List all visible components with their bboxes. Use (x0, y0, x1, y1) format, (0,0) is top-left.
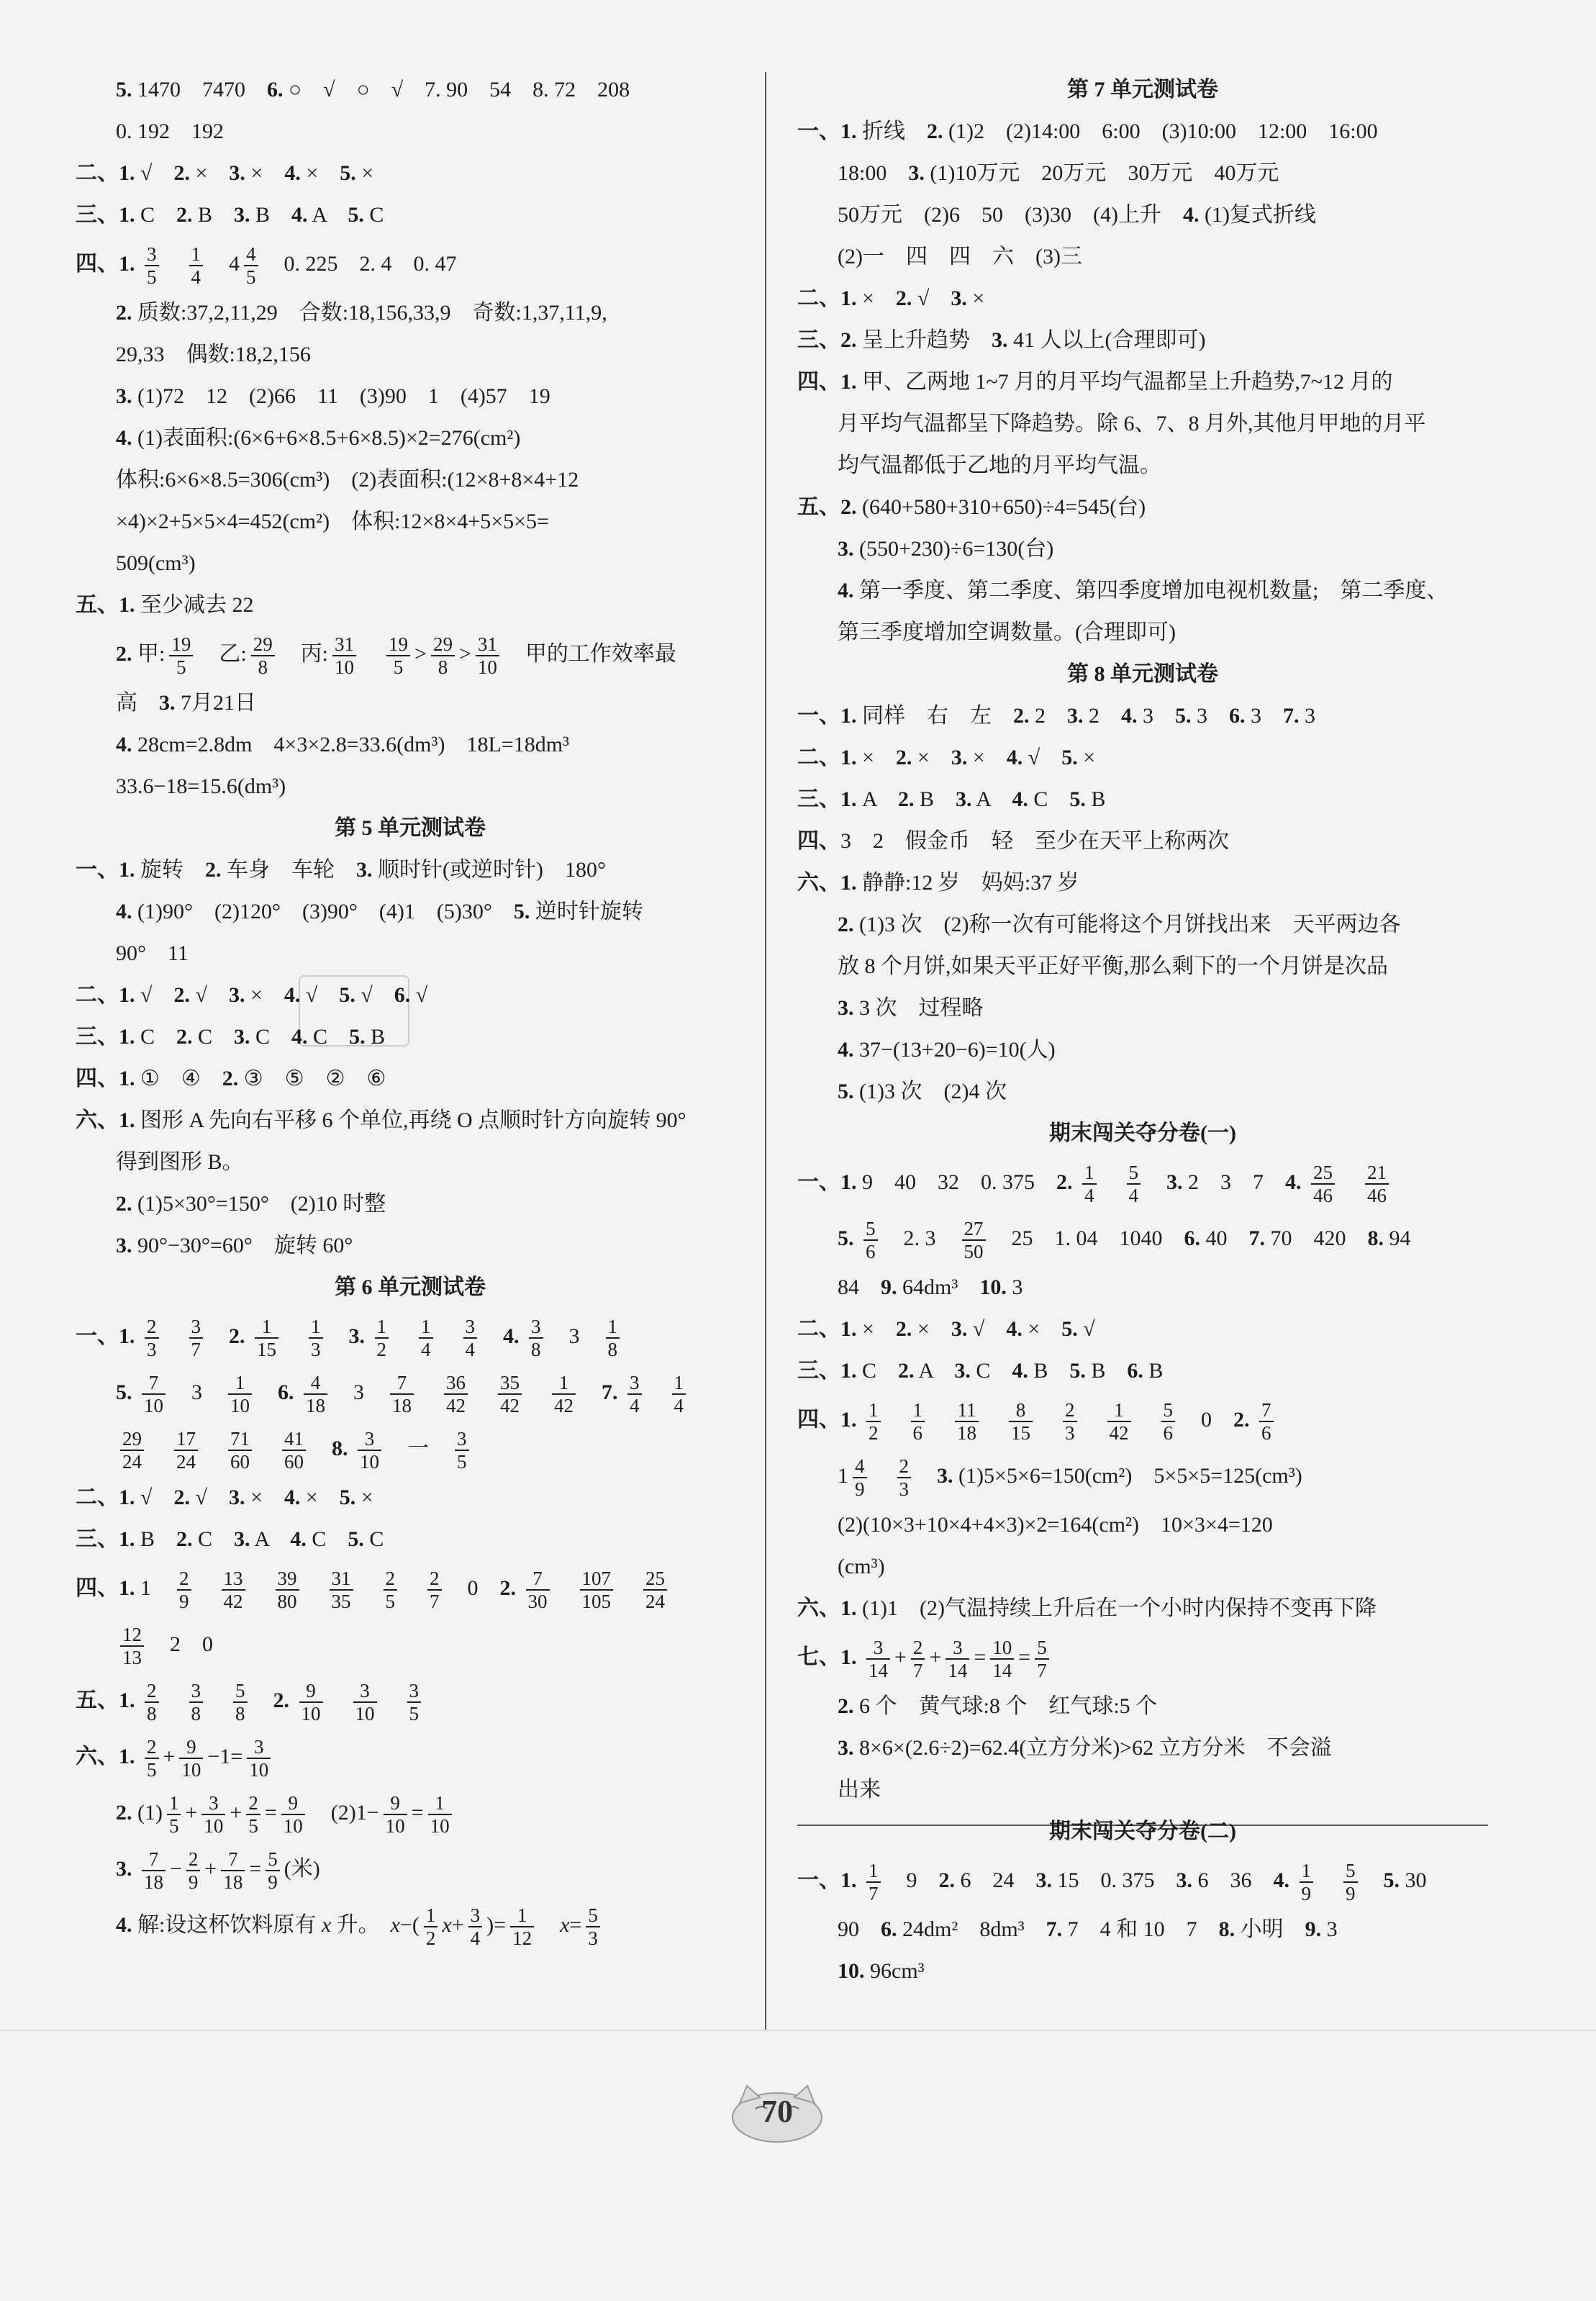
fraction: $\frac{7}{18}$ (390, 1372, 414, 1416)
fraction: $\frac{19}{5}$ (386, 633, 410, 678)
fraction: $\frac{1}{5}$ (167, 1792, 181, 1837)
fraction: $\frac{21}{46}$ (1365, 1162, 1389, 1206)
fraction: $\frac{35}{42}$ (498, 1372, 522, 1416)
answer-line: 五、1. $\frac{2}{8}$ $\frac{3}{8}$ $\frac{5}{8}$ 2. $\frac{9}{10}$ $\frac{3}{10}$ $\frac{3}{5}$ (76, 1673, 745, 1729)
answer-line: 5. 1470 7470 6. ○ √ ○ √ 7. 90 54 8. 72 208 (116, 78, 630, 101)
answer-line: 均气温都低于乙地的月平均气温。 (838, 453, 1161, 477)
fraction: $\frac{13}{42}$ (222, 1568, 245, 1612)
fraction: $\frac{41}{60}$ (282, 1428, 306, 1473)
fraction: $\frac{4}{5}$ (244, 243, 258, 288)
page-number: 70 (761, 2094, 793, 2129)
fraction: $\frac{2}{5}$ (145, 1736, 159, 1781)
answer-line: 三、1. B 2. C 3. A 4. C 5. C (76, 1527, 384, 1551)
fraction: $\frac{1}{4}$ (419, 1316, 433, 1360)
answer-line: 二、1. × 2. × 3. √ 4. × 5. √ (797, 1317, 1095, 1341)
answer-line: 四、1. $\frac{1}{2}$ $\frac{1}{6}$ $\frac{11}{18}$ $\frac{8}{15}$ $\frac{2}{3}$ $\frac{1}{42}$ $\frac{5}{6}$ 0 2. $\frac{7}{6}$ (797, 1392, 1488, 1448)
answer-line: 2. 6 个 黄气球:8 个 红气球:5 个 (838, 1694, 1158, 1718)
fraction: $\frac{107}{105}$ (580, 1568, 614, 1612)
answer-line: 84 9. 64dm³ 10. 3 (838, 1275, 1023, 1299)
fraction: $\frac{5}{6}$ (863, 1218, 878, 1262)
answer-line: 90° 11 (116, 941, 189, 965)
fraction: $\frac{31}{35}$ (330, 1568, 353, 1612)
answer-line: 3. 90°−30°=60° 旋转 60° (116, 1234, 353, 1257)
fraction: $\frac{2}{5}$ (384, 1568, 398, 1612)
fraction: $\frac{3}{10}$ (353, 1680, 377, 1724)
fraction: $\frac{3}{10}$ (201, 1792, 225, 1837)
answer-line: 一、1. 旋转 2. 车身 车轮 3. 顺时针(或逆时针) 180° (76, 858, 606, 882)
answer-line: 七、1. $\frac{3}{14}$ + $\frac{2}{7}$ + $\frac{3}{14}$ = $\frac{10}{14}$ = $\frac{5}{7}$ (797, 1629, 1488, 1686)
answer-line: 5. $\frac{5}{6}$ 2. 3 $\frac{27}{50}$ 25 1. 04 1040 6. 40 7. 70 420 8. 94 (838, 1218, 1411, 1263)
fraction: $\frac{1}{7}$ (866, 1860, 881, 1904)
fraction: $\frac{5}{8}$ (233, 1680, 248, 1724)
answer-line: $\frac{29}{24}$ $\frac{17}{24}$ $\frac{71}{60}$ $\frac{41}{60}$ 8. $\frac{3}{10}$ 一 $\frac{3}{5}$ (76, 1421, 745, 1477)
fraction: $\frac{1}{2}$ (424, 1904, 438, 1949)
fraction: $\frac{71}{60}$ (228, 1428, 252, 1473)
answer-line: 一、1. 9 40 32 0. 375 2. $\frac{1}{4}$ $\frac{5}{4}$ 3. 2 3 7 4. $\frac{25}{46}$ $\frac{21}{46}$ (797, 1154, 1488, 1211)
fraction: $\frac{3}{5}$ (145, 243, 159, 288)
answer-line: 29,33 偶数:18,2,156 (116, 343, 311, 366)
answer-line: 四、3 2 假金币 轻 至少在天平上称两次 (797, 829, 1229, 853)
fraction: $\frac{7}{10}$ (142, 1372, 166, 1416)
answer-line: 4. 第一季度、第二季度、第四季度增加电视机数量; 第二季度、 (838, 579, 1448, 602)
section-heading: 第 6 单元测试卷 (335, 1275, 486, 1299)
fraction: $\frac{1}{2}$ (375, 1316, 389, 1360)
right-column (797, 69, 1488, 1992)
fraction: $\frac{25}{46}$ (1311, 1162, 1335, 1206)
answer-line: 5. $\frac{7}{10}$ 3 $\frac{1}{10}$ 6. $\frac{4}{18}$ 3 $\frac{7}{18}$ $\frac{36}{42}$ $\frac{35}{42}$ $\frac{1}{42}$ 7. $\frac{3}{4}$ $\frac{1}{4}$ (76, 1365, 745, 1421)
answer-line: 六、1. (1)1 (2)气温持续上升后在一个小时内保持不变再下降 (797, 1596, 1377, 1620)
answer-line: 二、1. × 2. × 3. × 4. √ 5. × (797, 746, 1096, 769)
answer-line: 一、1. 折线 2. (1)2 (2)14:00 6:00 (3)10:00 12:00 16:00 (797, 119, 1378, 143)
answer-line: 1 $\frac{4}{9}$ $\frac{2}{3}$ 3. (1)5×5×6=150(cm²) 5×5×5=125(cm³) (838, 1455, 1302, 1501)
page-footer (727, 2080, 828, 2145)
section-heading: 期末闯关夺分卷(一) (1049, 1121, 1236, 1145)
fraction: $\frac{29}{8}$ (431, 633, 455, 678)
fraction: $\frac{2}{3}$ (897, 1455, 912, 1500)
fraction: $\frac{4}{18}$ (304, 1372, 327, 1416)
fraction: $\frac{1}{4}$ (1082, 1162, 1097, 1206)
fraction: $\frac{1}{3}$ (309, 1316, 323, 1360)
answer-line: 18:00 3. (1)10万元 20万元 30万元 40万元 (838, 161, 1279, 185)
fraction: $\frac{5}{9}$ (266, 1848, 280, 1893)
answer-line: 3. $\frac{7}{18}$ − $\frac{2}{9}$ + $\frac{7}{18}$ = $\frac{5}{9}$ (米) (116, 1848, 320, 1894)
fraction: $\frac{31}{10}$ (476, 633, 499, 678)
fraction: $\frac{1}{8}$ (606, 1316, 620, 1360)
fraction: $\frac{12}{13}$ (120, 1624, 144, 1668)
answer-line: 四、1. 1 $\frac{2}{9}$ $\frac{13}{42}$ $\frac{39}{80}$ $\frac{31}{35}$ $\frac{2}{5}$ $\frac{2}{7}$ 0 2. $\frac{7}{30}$ $\frac{107}{105}$ $\frac{25}{24}$ (76, 1560, 745, 1617)
fraction: $\frac{3}{8}$ (529, 1316, 543, 1360)
fraction: $\frac{5}{3}$ (586, 1904, 600, 1949)
answer-line: (2)(10×3+10×4+4×3)×2=164(cm²) 10×3×4=120 (838, 1513, 1273, 1537)
fraction: $\frac{1}{6}$ (911, 1399, 925, 1444)
answer-line: 3. 3 次 过程略 (838, 996, 984, 1020)
section-heading: 第 8 单元测试卷 (1067, 662, 1218, 686)
answer-line: 高 3. 7月21日 (116, 691, 256, 715)
fraction: $\frac{17}{24}$ (174, 1428, 198, 1473)
fraction: $\frac{5}{6}$ (1161, 1399, 1176, 1444)
fraction: $\frac{7}{18}$ (221, 1848, 245, 1893)
fraction: $\frac{1}{12}$ (510, 1904, 534, 1949)
answer-line: 二、1. √ 2. √ 3. × 4. × 5. × (76, 1486, 373, 1509)
answer-line: ×4)×2+5×5×4=452(cm²) 体积:12×8×4+5×5×5= (116, 510, 549, 533)
fraction: $\frac{3}{10}$ (358, 1428, 381, 1473)
answer-line: 2. (1)3 次 (2)称一次有可能将这个月饼找出来 天平两边各 (838, 913, 1401, 936)
answer-line: 3. 8×6×(2.6÷2)=62.4(立方分米)>62 立方分米 不会溢 (838, 1736, 1332, 1760)
answer-line: 四、1. 甲、乙两地 1~7 月的月平均气温都呈上升趋势,7~12 月的 (797, 370, 1393, 394)
fraction: $\frac{1}{2}$ (866, 1399, 881, 1444)
answer-line: 三、2. 呈上升趋势 3. 41 人以上(合理即可) (797, 328, 1206, 352)
answer-line: 三、1. C 2. B 3. B 4. A 5. C (76, 203, 384, 227)
answer-line: 4. 37−(13+20−6)=10(人) (838, 1038, 1056, 1062)
fraction: $\frac{7}{30}$ (526, 1568, 550, 1612)
answer-line: 2. (1)5×30°=150° (2)10 时整 (116, 1192, 386, 1216)
fraction: $\frac{1}{10}$ (228, 1372, 252, 1416)
answer-line: 4. 解:设这杯饮料原有 x 升。 x−( $\frac{1}{2}$ x+ $\frac{3}{4}$ )= $\frac{1}{12}$ x= $\frac{5}{3}$ (76, 1897, 745, 1953)
section-heading: 第 5 单元测试卷 (335, 816, 486, 840)
answer-line: 放 8 个月饼,如果天平正好平衡,那么剩下的一个月饼是次品 (838, 954, 1388, 978)
answer-line: 五、2. (640+580+310+650)÷4=545(台) (797, 495, 1146, 519)
answer-line: 一、1. $\frac{2}{3}$ $\frac{3}{7}$ 2. $\frac{1}{15}$ $\frac{1}{3}$ 3. $\frac{1}{2}$ $\frac{1}{4}$ $\frac{3}{4}$ 4. $\frac{3}{8}$ 3 $\frac{1}{8}$ (76, 1308, 745, 1365)
answer-line: 二、1. × 2. √ 3. × (797, 286, 985, 310)
fraction: $\frac{2}{3}$ (145, 1316, 159, 1360)
column-divider (765, 72, 766, 2030)
fraction: $\frac{2}{8}$ (145, 1680, 159, 1724)
answer-line: 六、1. 图形 A 先向右平移 6 个单位,再绕 O 点顺时针方向旋转 90° (76, 1108, 686, 1132)
answer-line: 2. 甲: $\frac{19}{5}$ 乙: $\frac{29}{8}$ 丙: $\frac{31}{10}$ $\frac{19}{5}$ > $\frac{29}{8}$ > $\frac{31}{10}$ 甲的工作效率最 (116, 633, 676, 679)
answer-line: 一、1. $\frac{1}{7}$ 9 2. 6 24 3. 15 0. 375 3. 6 36 4. $\frac{1}{9}$ $\frac{5}{9}$ 5. 30 (797, 1860, 1427, 1905)
fraction: $\frac{1}{10}$ (428, 1792, 452, 1837)
answer-line: 二、1. √ 2. × 3. × 4. × 5. × (76, 161, 374, 185)
fraction: $\frac{39}{80}$ (276, 1568, 299, 1612)
fraction: $\frac{3}{7}$ (189, 1316, 204, 1360)
fraction: $\frac{2}{9}$ (186, 1848, 201, 1893)
fraction: $\frac{2}{5}$ (246, 1792, 260, 1837)
fraction: $\frac{4}{9}$ (853, 1455, 867, 1500)
fraction: $\frac{1}{9}$ (1300, 1860, 1314, 1904)
answer-line: 2. 质数:37,2,11,29 合数:18,156,33,9 奇数:1,37,11,9, (116, 301, 607, 325)
fraction: $\frac{3}{4}$ (468, 1904, 483, 1949)
section-heading: 期末闯关夺分卷(二) (1049, 1819, 1236, 1843)
answer-line: 10. 96cm³ (838, 1959, 925, 1983)
fraction: $\frac{31}{10}$ (332, 633, 356, 678)
fraction: $\frac{9}{10}$ (281, 1792, 305, 1837)
answer-line: 5. (1)3 次 (2)4 次 (838, 1080, 1007, 1103)
answer-line: 50万元 (2)6 50 (3)30 (4)上升 4. (1)复式折线 (838, 203, 1316, 227)
section-heading: 第 7 单元测试卷 (1067, 78, 1218, 101)
fraction: $\frac{36}{42}$ (444, 1372, 468, 1416)
fraction: $\frac{2}{7}$ (427, 1568, 442, 1612)
fraction: $\frac{11}{18}$ (955, 1399, 979, 1444)
answer-line: 得到图形 B。 (116, 1150, 244, 1174)
answer-line: 六、1. 静静:12 岁 妈妈:37 岁 (797, 871, 1079, 895)
fraction: $\frac{3}{5}$ (455, 1428, 469, 1473)
fraction: $\frac{5}{9}$ (1343, 1860, 1358, 1904)
answer-line: 体积:6×6×8.5=306(cm³) (2)表面积:(12×8+8×4+12 (116, 468, 579, 492)
answer-line: 第三季度增加空调数量。(合理即可) (838, 620, 1176, 644)
answer-line: 月平均气温都呈下降趋势。除 6、7、8 月外,其他月甲地的月平 (838, 412, 1426, 435)
fraction: $\frac{10}{14}$ (990, 1637, 1014, 1681)
answer-line: (2)一 四 四 六 (3)三 (838, 245, 1082, 268)
answer-line: 4. (1)90° (2)120° (3)90° (4)1 (5)30° 5. 逆时针旋转 (116, 900, 643, 923)
answer-line: 2. (1) $\frac{1}{5}$ + $\frac{3}{10}$ + $\frac{2}{5}$ = $\frac{9}{10}$ (2)1− $\frac{9}{10}$ = $\frac{1}{10}$ (76, 1785, 745, 1841)
fraction: $\frac{5}{4}$ (1127, 1162, 1141, 1206)
answer-line: 三、1. C 2. A 3. C 4. B 5. B 6. B (797, 1359, 1164, 1383)
fraction: $\frac{3}{14}$ (866, 1637, 890, 1681)
fraction: $\frac{1}{42}$ (552, 1372, 576, 1416)
fraction: $\frac{2}{7}$ (911, 1637, 925, 1681)
answer-line: $\frac{12}{13}$ 2 0 (76, 1617, 745, 1673)
fraction: $\frac{27}{50}$ (962, 1218, 986, 1262)
fraction: $\frac{3}{10}$ (247, 1736, 271, 1781)
answer-line: 二、1. √ 2. √ 3. × 4. √ 5. √ 6. √ (76, 983, 428, 1007)
fraction: $\frac{9}{10}$ (179, 1736, 203, 1781)
answer-line: (cm³) (838, 1555, 885, 1578)
fraction: $\frac{2}{9}$ (177, 1568, 191, 1612)
fraction: $\frac{9}{10}$ (299, 1680, 323, 1724)
fraction: $\frac{7}{18}$ (142, 1848, 166, 1893)
answer-line: 0. 192 192 (116, 119, 224, 143)
answer-line: 509(cm³) (116, 551, 196, 575)
answer-line: 三、1. A 2. B 3. A 4. C 5. B (797, 787, 1106, 811)
answer-line: 一、1. 同样 右 左 2. 2 3. 2 4. 3 5. 3 6. 3 7. 3 (797, 704, 1315, 728)
fraction: $\frac{3}{8}$ (189, 1680, 204, 1724)
answer-line: 33.6−18=15.6(dm³) (116, 774, 286, 798)
left-column (76, 69, 745, 1953)
fraction: $\frac{1}{4}$ (672, 1372, 686, 1416)
fraction: $\frac{29}{8}$ (251, 633, 275, 678)
answer-line: 4. 28cm=2.8dm 4×3×2.8=33.6(dm³) 18L=18dm³ (116, 733, 570, 756)
answer-line: 四、1. ① ④ 2. ③ ⑤ ② ⑥ (76, 1067, 386, 1090)
answer-line: 3. (1)72 12 (2)66 11 (3)90 1 (4)57 19 (116, 384, 550, 408)
answer-line: 六、1. $\frac{2}{5}$ + $\frac{9}{10}$ −1= $\frac{3}{10}$ (76, 1729, 745, 1785)
fraction: $\frac{7}{6}$ (1259, 1399, 1274, 1444)
answer-line: 四、1. $\frac{3}{5}$ $\frac{1}{4}$ 4 $\frac{4}{5}$ 0. 225 2. 4 0. 47 (76, 243, 457, 289)
answer-line: 三、1. C 2. C 3. C 4. C 5. B (76, 1025, 386, 1049)
fraction: $\frac{1}{15}$ (255, 1316, 278, 1360)
fraction: $\frac{5}{7}$ (1035, 1637, 1049, 1681)
fraction: $\frac{3}{5}$ (407, 1680, 422, 1724)
answer-line: 90 6. 24dm² 8dm³ 7. 7 4 和 10 7 8. 小明 9. 3 (838, 1917, 1338, 1941)
fraction: $\frac{9}{10}$ (384, 1792, 407, 1837)
fraction: $\frac{25}{24}$ (643, 1568, 667, 1612)
fraction: $\frac{1}{42}$ (1107, 1399, 1131, 1444)
fraction: $\frac{29}{24}$ (120, 1428, 144, 1473)
fraction: $\frac{3}{14}$ (946, 1637, 969, 1681)
fraction: $\frac{3}{4}$ (627, 1372, 642, 1416)
answer-line: 4. (1)表面积:(6×6+6×8.5+6×8.5)×2=276(cm²) (116, 426, 521, 450)
fraction: $\frac{2}{3}$ (1063, 1399, 1077, 1444)
fraction: $\frac{1}{4}$ (189, 243, 204, 288)
fraction: $\frac{8}{15}$ (1009, 1399, 1033, 1444)
answer-line: 3. (550+230)÷6=130(台) (838, 537, 1054, 561)
fraction: $\frac{19}{5}$ (169, 633, 193, 678)
fraction: $\frac{3}{4}$ (463, 1316, 478, 1360)
answer-line: 出来 (838, 1778, 881, 1802)
answer-line: 五、1. 至少减去 22 (76, 593, 254, 617)
bottom-rule (0, 2030, 1596, 2031)
